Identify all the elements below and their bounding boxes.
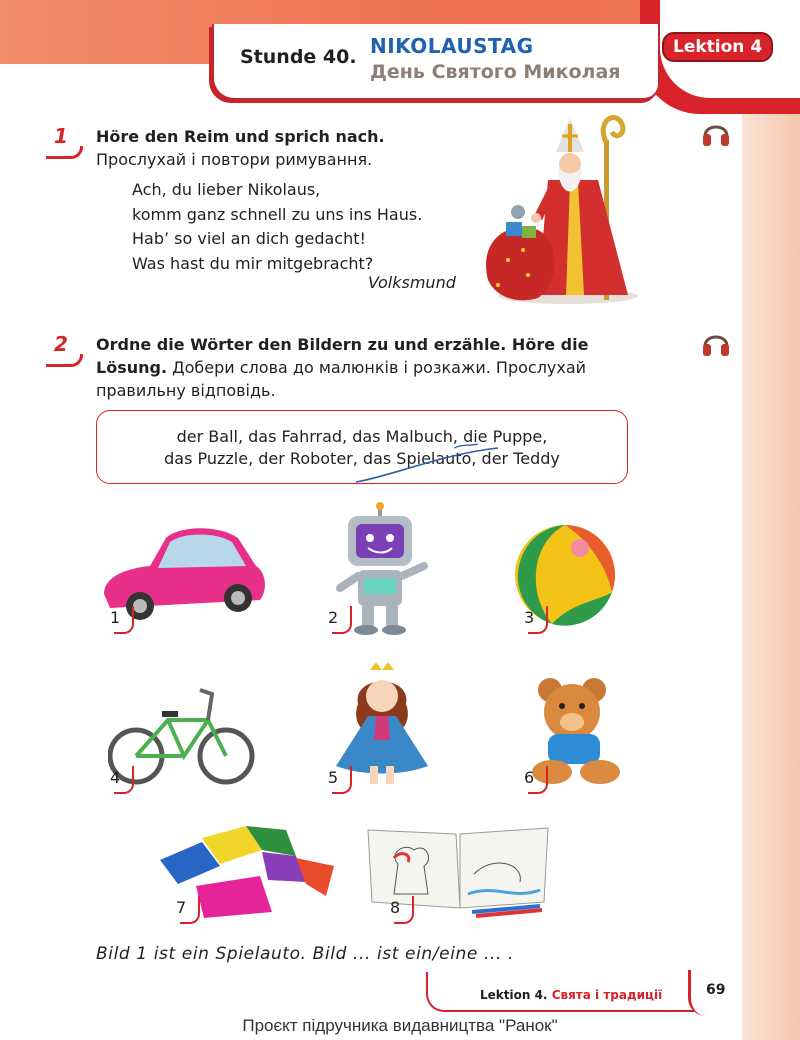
headphones-icon[interactable] xyxy=(700,328,732,360)
lesson-title-german: NIKOLAUSTAG xyxy=(370,34,534,58)
exercise-2-instruction-de-line2: Lösung. xyxy=(96,358,168,377)
picture-number-8: 8 xyxy=(384,896,414,922)
word-bank-line: der Ball, das Fahrrad, das Malbuch, die Puppe, xyxy=(176,427,548,446)
poem-line: komm ganz schnell zu uns ins Haus. xyxy=(132,204,423,224)
lesson-number: Stunde 40. xyxy=(240,46,357,68)
exercise-1-instruction-uk: Прослухай і повтори римування. xyxy=(96,150,373,169)
exercise-2-number: 2 xyxy=(54,332,88,362)
handwritten-pen-mark xyxy=(352,440,512,488)
picture-number-5: 5 xyxy=(322,766,352,792)
poem-line: Was hast du mir mitgebracht? xyxy=(132,253,374,273)
exercise-1-number: 1 xyxy=(54,124,88,154)
example-sentence: Bild 1 ist ein Spielauto. Bild ... ist ein/eine ... . xyxy=(96,944,514,964)
footer-topic: Свята і традиції xyxy=(551,988,663,1002)
footer-lektion: Lektion 4. xyxy=(480,988,548,1002)
footer-lesson-label xyxy=(480,988,662,1002)
exercise-2-instruction-line2 xyxy=(96,357,630,379)
exercise-2-instruction-de-line1: Ordne die Wörter den Bildern zu und erzähle. Höre die xyxy=(96,335,589,354)
picture-number-3: 3 xyxy=(518,606,548,632)
lektion-badge: Lektion 4 xyxy=(662,32,773,62)
poem-line: Ach, du lieber Nikolaus, xyxy=(132,180,321,199)
saint-nicholas-illustration xyxy=(478,110,648,306)
side-margin-strip xyxy=(742,0,800,1040)
publisher-note: Проєкт підручника видавництва "Ранок" xyxy=(242,1016,558,1035)
exercise-2-instruction-uk-line2: правильну відповідь. xyxy=(96,381,276,400)
picture-number-1: 1 xyxy=(104,606,134,632)
exercise-2-instruction-uk-line1: Добери слова до малюнків і розкажи. Прослухай xyxy=(167,358,587,377)
poem-author: Volksmund xyxy=(368,273,456,292)
picture-number-6: 6 xyxy=(518,766,548,792)
page-number: 69 xyxy=(706,982,726,998)
headphones-icon[interactable] xyxy=(700,118,732,150)
picture-number-2: 2 xyxy=(322,606,352,632)
poem-line: Hab’ so viel an dich gedacht! xyxy=(132,229,366,248)
poem xyxy=(132,178,422,276)
word-bank-line: das Puzzle, der Roboter, das Spielauto, der Teddy xyxy=(164,449,560,468)
picture-number-7: 7 xyxy=(170,896,200,922)
lesson-title-ukrainian: День Святого Миколая xyxy=(370,61,621,83)
exercise-1-instruction-de: Höre den Reim und sprich nach. xyxy=(96,127,385,146)
picture-number-4: 4 xyxy=(104,766,134,792)
